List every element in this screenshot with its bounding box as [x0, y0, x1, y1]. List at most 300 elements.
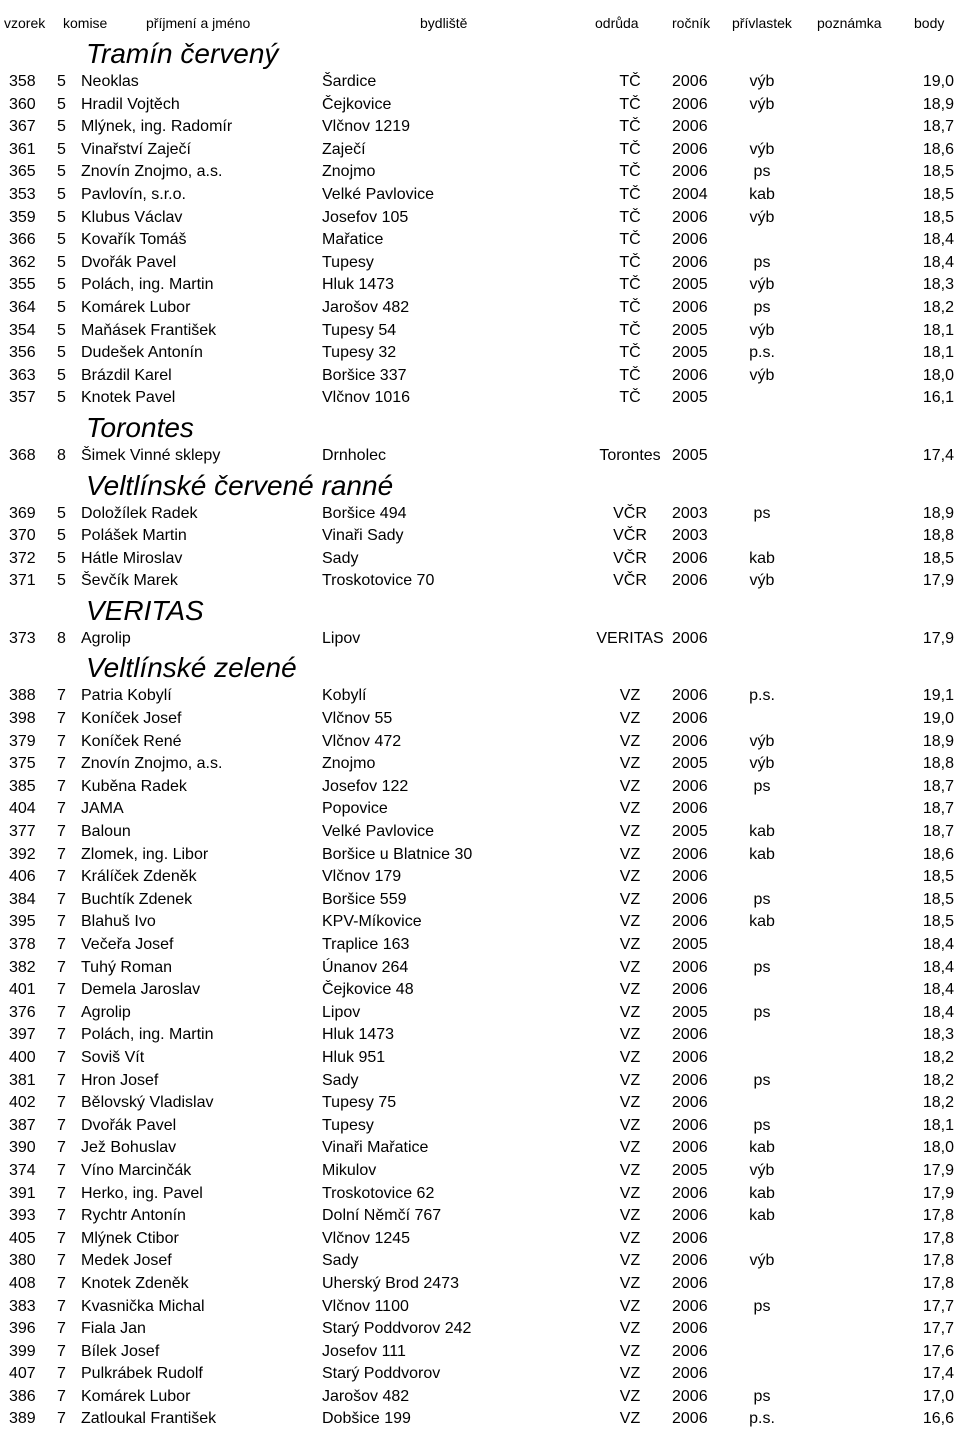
cell-variety: Torontes [599, 446, 661, 464]
cell-vintage: 2005 [672, 276, 708, 294]
cell-producer-name: Klubus Václav [81, 208, 183, 226]
cell-address: Šardice [322, 73, 377, 90]
cell-sample-no: 380 [9, 1252, 36, 1270]
cell-commission: 5 [57, 344, 66, 362]
cell-address: Troskotovice 62 [322, 1184, 435, 1202]
cell-points: 17,8 [922, 1207, 954, 1225]
cell-points: 18,3 [922, 1026, 954, 1044]
cell-variety: VZ [619, 732, 641, 750]
cell-attribute: výb [749, 732, 775, 750]
cell-producer-name: Koníček Josef [81, 710, 182, 728]
cell-commission: 7 [57, 800, 66, 818]
cell-producer-name: Agrolip [81, 629, 131, 647]
table-row [0, 207, 960, 230]
cell-points: 18,2 [922, 1071, 954, 1089]
cell-attribute: kab [749, 1207, 775, 1225]
cell-vintage: 2006 [672, 549, 708, 567]
cell-variety: VZ [619, 1026, 641, 1044]
cell-variety: VZ [619, 1116, 641, 1134]
cell-commission: 7 [57, 1297, 66, 1315]
cell-producer-name: Pulkrábek Rudolf [81, 1365, 203, 1383]
table-row [0, 116, 960, 139]
table-row [0, 387, 960, 410]
cell-attribute: ps [753, 1387, 771, 1405]
cell-vintage: 2005 [672, 389, 708, 407]
cell-producer-name: Brázdil Karel [81, 366, 172, 384]
cell-variety: VZ [619, 1094, 641, 1112]
cell-vintage: 2006 [672, 732, 708, 750]
cell-sample-no: 381 [9, 1071, 36, 1089]
table-row [0, 844, 960, 867]
cell-variety: VZ [619, 1071, 641, 1089]
cell-variety: TČ [619, 366, 641, 384]
cell-commission: 5 [57, 140, 66, 158]
table-row [0, 1318, 960, 1341]
table-row [0, 957, 960, 980]
table-row [0, 548, 960, 571]
cell-producer-name: Blahuš Ivo [81, 913, 156, 931]
cell-sample-no: 354 [9, 321, 36, 339]
cell-vintage: 2006 [672, 1229, 708, 1247]
section-title [0, 468, 960, 503]
cell-points: 18,4 [922, 958, 954, 976]
cell-address: Boršice 559 [322, 890, 407, 908]
cell-attribute: ps [753, 1071, 771, 1089]
cell-attribute: p.s. [749, 344, 775, 362]
cell-attribute: kab [749, 823, 775, 841]
cell-sample-no: 362 [9, 253, 36, 271]
cell-vintage: 2006 [672, 118, 708, 136]
cell-commission: 5 [57, 572, 66, 590]
cell-address: Sady [322, 1071, 359, 1089]
cell-commission: 7 [57, 1365, 66, 1383]
cell-variety: VZ [619, 868, 641, 886]
table-row [0, 731, 960, 754]
cell-vintage: 2006 [672, 1184, 708, 1202]
table-row [0, 1341, 960, 1364]
cell-points: 18,7 [922, 777, 954, 795]
cell-producer-name: Večeřa Josef [81, 936, 174, 953]
cell-producer-name: Dudešek Antonín [81, 344, 203, 362]
col-header-commission: komise [63, 15, 108, 31]
cell-attribute: ps [753, 777, 771, 795]
table-row [0, 229, 960, 252]
cell-points: 18,5 [922, 549, 954, 567]
cell-address: Mikulov [322, 1161, 377, 1179]
col-header-note: poznámka [817, 15, 882, 31]
cell-vintage: 2006 [672, 1026, 708, 1044]
cell-points: 18,0 [922, 366, 954, 384]
cell-address: Vlčnov 179 [322, 868, 402, 886]
cell-sample-no: 378 [9, 936, 36, 953]
cell-commission: 7 [57, 1229, 66, 1247]
col-header-points: body [914, 15, 945, 31]
cell-commission: 7 [57, 1048, 66, 1066]
cell-sample-no: 372 [9, 549, 36, 567]
cell-sample-no: 368 [9, 446, 36, 464]
cell-variety: TČ [619, 344, 641, 362]
table-row [0, 274, 960, 297]
table-row [0, 821, 960, 844]
cell-address: Tupesy 32 [322, 344, 397, 362]
cell-vintage: 2006 [672, 1094, 708, 1112]
cell-sample-no: 408 [9, 1274, 36, 1292]
cell-attribute: výb [749, 73, 775, 90]
cell-points: 18,2 [922, 1048, 954, 1066]
cell-variety: VZ [619, 1229, 641, 1247]
cell-vintage: 2006 [672, 253, 708, 271]
cell-producer-name: Agrolip [81, 1003, 131, 1021]
cell-variety: VZ [619, 1342, 641, 1360]
cell-sample-no: 399 [9, 1342, 36, 1360]
cell-producer-name: Neoklas [81, 73, 139, 90]
cell-vintage: 2006 [672, 95, 708, 113]
cell-points: 18,0 [922, 1139, 954, 1157]
table-row [0, 889, 960, 912]
cell-vintage: 2006 [672, 710, 708, 728]
cell-producer-name: Komárek Lubor [81, 298, 191, 316]
cell-address: Vlčnov 1016 [322, 389, 411, 407]
cell-sample-no: 364 [9, 298, 36, 316]
cell-sample-no: 369 [9, 504, 36, 522]
cell-points: 18,5 [922, 913, 954, 931]
cell-vintage: 2003 [672, 504, 708, 522]
cell-points: 19,0 [922, 73, 954, 90]
table-row [0, 342, 960, 365]
cell-vintage: 2006 [672, 890, 708, 908]
cell-commission: 5 [57, 73, 66, 90]
cell-attribute: výb [749, 276, 775, 294]
cell-vintage: 2005 [672, 823, 708, 841]
cell-vintage: 2006 [672, 687, 708, 705]
cell-vintage: 2006 [672, 1139, 708, 1157]
cell-address: Vlčnov 1245 [322, 1229, 411, 1247]
table-row [0, 161, 960, 184]
cell-producer-name: Jež Bohuslav [81, 1139, 177, 1157]
cell-attribute: ps [753, 298, 771, 316]
cell-vintage: 2006 [672, 366, 708, 384]
cell-points: 17,9 [922, 572, 954, 590]
cell-producer-name: Znovín Znojmo, a.s. [81, 755, 223, 773]
col-header-address: bydliště [420, 15, 468, 31]
cell-commission: 7 [57, 868, 66, 886]
cell-address: Vlčnov 55 [322, 710, 393, 728]
cell-vintage: 2006 [672, 958, 708, 976]
cell-points: 18,5 [922, 163, 954, 181]
cell-producer-name: Hron Josef [81, 1071, 159, 1089]
cell-address: Sady [322, 549, 359, 567]
cell-vintage: 2005 [672, 344, 708, 362]
cell-commission: 8 [57, 629, 66, 647]
cell-vintage: 2006 [672, 231, 708, 249]
cell-vintage: 2006 [672, 1387, 708, 1405]
cell-vintage: 2006 [672, 1320, 708, 1338]
cell-producer-name: Mlýnek Ctibor [81, 1229, 179, 1247]
column-header-row [0, 0, 960, 36]
cell-vintage: 2004 [672, 185, 708, 203]
cell-attribute: ps [753, 504, 771, 522]
cell-vintage: 2006 [672, 163, 708, 181]
cell-attribute: výb [749, 140, 775, 158]
cell-commission: 5 [57, 163, 66, 181]
cell-attribute: ps [753, 253, 771, 271]
cell-sample-no: 386 [9, 1387, 36, 1405]
table-body [0, 36, 960, 1431]
cell-points: 18,4 [922, 981, 954, 999]
cell-vintage: 2005 [672, 446, 708, 464]
cell-sample-no: 382 [9, 958, 36, 976]
cell-points: 17,8 [922, 1274, 954, 1292]
cell-points: 18,5 [922, 208, 954, 226]
cell-sample-no: 366 [9, 231, 36, 249]
cell-producer-name: Komárek Lubor [81, 1387, 191, 1405]
cell-points: 18,7 [922, 823, 954, 841]
section-title-text: Torontes [86, 411, 194, 443]
cell-sample-no: 402 [9, 1094, 36, 1112]
cell-points: 18,4 [922, 231, 954, 249]
cell-commission: 7 [57, 1161, 66, 1179]
cell-variety: VZ [619, 1184, 641, 1202]
cell-address: Jarošov 482 [322, 298, 410, 316]
cell-address: Zaječí [322, 140, 366, 158]
section-title-text: Veltlínské červené ranné [86, 469, 394, 501]
cell-points: 17,9 [922, 1184, 954, 1202]
cell-attribute: výb [749, 321, 775, 339]
cell-address: Tupesy 75 [322, 1094, 397, 1112]
table-row [0, 570, 960, 593]
cell-points: 18,7 [922, 800, 954, 818]
cell-attribute: výb [749, 208, 775, 226]
cell-address: Znojmo [322, 755, 376, 773]
cell-sample-no: 405 [9, 1229, 36, 1247]
cell-vintage: 2006 [672, 1207, 708, 1225]
cell-sample-no: 398 [9, 710, 36, 728]
cell-variety: VZ [619, 1048, 641, 1066]
cell-sample-no: 360 [9, 95, 36, 113]
cell-sample-no: 404 [9, 800, 36, 818]
table-row [0, 1408, 960, 1431]
cell-points: 18,9 [922, 732, 954, 750]
cell-producer-name: Buchtík Zdenek [81, 890, 193, 908]
cell-commission: 7 [57, 958, 66, 976]
cell-vintage: 2005 [672, 936, 708, 953]
table-row [0, 297, 960, 320]
cell-producer-name: Víno Marcinčák [81, 1161, 192, 1179]
cell-address: Mařatice [322, 231, 384, 249]
cell-address: Boršice u Blatnice 30 [322, 845, 473, 863]
cell-variety: TČ [619, 208, 641, 226]
cell-sample-no: 390 [9, 1139, 36, 1157]
cell-attribute: výb [749, 1252, 775, 1270]
cell-attribute: ps [753, 1297, 771, 1315]
cell-address: Vlčnov 1100 [322, 1297, 409, 1315]
cell-attribute: ps [753, 890, 771, 908]
cell-address: Znojmo [322, 163, 376, 181]
cell-producer-name: Baloun [81, 823, 131, 841]
cell-vintage: 2006 [672, 1048, 708, 1066]
cell-producer-name: Fiala Jan [81, 1320, 146, 1338]
cell-sample-no: 387 [9, 1116, 36, 1134]
cell-variety: VČR [613, 549, 647, 567]
cell-attribute: ps [753, 163, 771, 181]
cell-producer-name: Hradil Vojtěch [81, 95, 180, 113]
cell-variety: VZ [619, 755, 641, 773]
cell-variety: TČ [619, 140, 641, 158]
cell-address: Uherský Brod 2473 [322, 1274, 459, 1292]
table-row [0, 1115, 960, 1138]
cell-points: 18,8 [922, 755, 954, 773]
cell-producer-name: Knotek Pavel [81, 389, 176, 407]
cell-sample-no: 356 [9, 344, 36, 362]
cell-attribute: výb [749, 95, 775, 113]
cell-vintage: 2006 [672, 208, 708, 226]
cell-producer-name: Šimek Vinné sklepy [81, 446, 221, 464]
cell-vintage: 2006 [672, 777, 708, 795]
cell-address: Josefov 122 [322, 777, 409, 795]
table-row [0, 139, 960, 162]
table-row [0, 628, 960, 651]
cell-commission: 7 [57, 1184, 66, 1202]
cell-variety: TČ [619, 321, 641, 339]
cell-points: 16,1 [922, 389, 954, 407]
table-row [0, 1160, 960, 1183]
table-row [0, 1047, 960, 1070]
cell-address: Jarošov 482 [322, 1387, 410, 1405]
cell-points: 18,5 [922, 185, 954, 203]
cell-commission: 7 [57, 1410, 66, 1428]
cell-producer-name: Zlomek, ing. Libor [81, 845, 209, 863]
table-row [0, 1070, 960, 1093]
cell-sample-no: 363 [9, 366, 36, 384]
cell-variety: TČ [619, 253, 641, 271]
cell-address: Tupesy [322, 253, 374, 271]
cell-address: Josefov 111 [322, 1342, 406, 1360]
cell-variety: VZ [619, 1003, 641, 1021]
cell-variety: VZ [619, 913, 641, 931]
cell-address: Čejkovice [322, 95, 392, 113]
cell-address: Vinaři Sady [322, 527, 404, 545]
section-title [0, 410, 960, 445]
cell-address: Lipov [322, 1003, 361, 1021]
cell-points: 17,7 [922, 1320, 954, 1338]
table-row [0, 445, 960, 468]
cell-vintage: 2006 [672, 1410, 708, 1428]
cell-producer-name: Bělovský Vladislav [81, 1094, 214, 1112]
cell-points: 18,4 [922, 936, 954, 953]
cell-commission: 5 [57, 321, 66, 339]
cell-points: 17,9 [922, 629, 954, 647]
table-row [0, 685, 960, 708]
cell-attribute: ps [753, 1116, 771, 1134]
cell-sample-no: 384 [9, 890, 36, 908]
cell-producer-name: Herko, ing. Pavel [81, 1184, 203, 1202]
cell-points: 17,4 [922, 446, 954, 464]
cell-sample-no: 373 [9, 629, 36, 647]
cell-producer-name: Mlýnek, ing. Radomír [81, 118, 233, 136]
cell-attribute: kab [749, 913, 775, 931]
cell-attribute: výb [749, 366, 775, 384]
section-title-text: Veltlínské zelené [86, 652, 297, 684]
cell-commission: 5 [57, 231, 66, 249]
table-row [0, 1228, 960, 1251]
cell-sample-no: 393 [9, 1207, 36, 1225]
cell-sample-no: 397 [9, 1026, 36, 1044]
cell-address: Sady [322, 1252, 359, 1270]
cell-producer-name: Rychtr Antonín [81, 1207, 186, 1225]
cell-vintage: 2005 [672, 1161, 708, 1179]
cell-vintage: 2006 [672, 913, 708, 931]
cell-vintage: 2006 [672, 1342, 708, 1360]
cell-variety: TČ [619, 95, 641, 113]
cell-vintage: 2005 [672, 1003, 708, 1021]
cell-address: Dobšice 199 [322, 1410, 411, 1428]
cell-producer-name: Dvořák Pavel [81, 1116, 177, 1134]
cell-commission: 5 [57, 208, 66, 226]
table-row [0, 798, 960, 821]
cell-attribute: p.s. [749, 687, 775, 705]
table-row [0, 934, 960, 957]
table-row [0, 1183, 960, 1206]
cell-commission: 7 [57, 1003, 66, 1021]
cell-sample-no: 377 [9, 823, 36, 841]
cell-producer-name: Demela Jaroslav [81, 981, 201, 999]
cell-points: 18,8 [922, 527, 954, 545]
cell-variety: TČ [619, 163, 641, 181]
cell-commission: 7 [57, 777, 66, 795]
cell-points: 17,9 [922, 1161, 954, 1179]
cell-variety: VZ [619, 958, 641, 976]
table-row [0, 1002, 960, 1025]
cell-attribute: výb [749, 572, 775, 590]
cell-commission: 7 [57, 981, 66, 999]
table-row [0, 776, 960, 799]
cell-producer-name: Maňásek František [81, 321, 217, 339]
cell-vintage: 2006 [672, 1252, 708, 1270]
cell-sample-no: 395 [9, 913, 36, 931]
cell-commission: 5 [57, 549, 66, 567]
cell-commission: 7 [57, 845, 66, 863]
cell-commission: 7 [57, 913, 66, 931]
cell-address: KPV-Míkovice [322, 913, 422, 931]
cell-sample-no: 355 [9, 276, 36, 294]
cell-attribute: kab [749, 1184, 775, 1202]
cell-address: Velké Pavlovice [322, 823, 435, 841]
cell-address: Boršice 337 [322, 366, 407, 384]
table-row [0, 979, 960, 1002]
cell-sample-no: 361 [9, 140, 36, 158]
cell-commission: 5 [57, 504, 66, 522]
cell-points: 18,5 [922, 890, 954, 908]
cell-points: 19,1 [922, 687, 954, 705]
table-row [0, 94, 960, 117]
cell-sample-no: 396 [9, 1320, 36, 1338]
cell-points: 17,8 [922, 1229, 954, 1247]
cell-producer-name: Polách, ing. Martin [81, 1026, 214, 1044]
cell-attribute: ps [753, 1003, 771, 1021]
cell-vintage: 2006 [672, 572, 708, 590]
cell-points: 17,6 [922, 1342, 954, 1360]
cell-commission: 5 [57, 95, 66, 113]
cell-producer-name: Znovín Znojmo, a.s. [81, 163, 223, 181]
cell-sample-no: 370 [9, 527, 36, 545]
cell-sample-no: 379 [9, 732, 36, 750]
table-row [0, 1250, 960, 1273]
col-header-sample: vzorek [4, 15, 46, 31]
cell-address: Popovice [322, 800, 388, 818]
cell-sample-no: 389 [9, 1410, 36, 1428]
cell-variety: TČ [619, 389, 641, 407]
cell-address: Starý Poddvorov 242 [322, 1320, 472, 1338]
